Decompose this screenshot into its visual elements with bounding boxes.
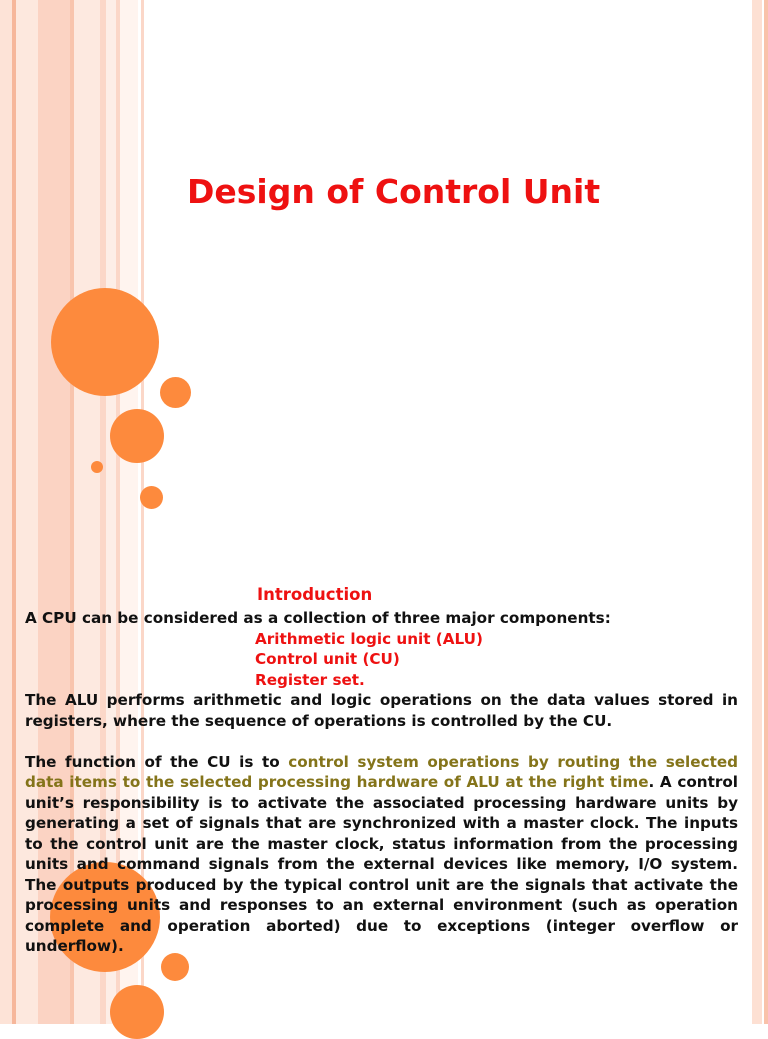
right-stripe-2 [764, 0, 768, 1024]
small-circle-2 [140, 486, 163, 509]
paragraph-lead: The function of the CU is to [25, 752, 289, 771]
left-stripe-1 [0, 0, 12, 1024]
tiny-circle [91, 461, 103, 473]
large-circle [51, 288, 159, 396]
component-register-set: Register set. [255, 670, 365, 689]
slide-content [25, 584, 738, 957]
section-heading: Introduction [257, 585, 373, 604]
paragraph-cu-function [25, 752, 738, 957]
paragraph-alu: The ALU performs arithmetic and logic operations on the data values stored in registers, where the sequence of operations is controlled by the CU. [25, 691, 738, 730]
intro-line: A CPU can be considered as a collection of three major components: [25, 609, 611, 627]
small-circle-1 [160, 377, 191, 408]
paragraph-highlight: control system operations by routing the selected data items to the selected processing hardware of ALU at the right time [25, 752, 738, 791]
bottom-circle-medium [110, 985, 164, 1039]
bottom-circle-small-1 [161, 953, 189, 981]
paragraph-spacer [25, 731, 738, 752]
medium-circle [110, 409, 164, 463]
component-cu: Control unit (CU) [255, 650, 400, 668]
slide-title: Design of Control Unit [187, 172, 601, 211]
right-stripe-1 [752, 0, 762, 1024]
component-alu: Arithmetic logic unit (ALU) [255, 629, 483, 648]
paragraph-rest: . A control unit’s responsibility is to activate the associated processing hardware units by generating a set of signals that are synchronized with a master clock. The inputs to the control unit are the master clock, status information from the processing units and command signals from the external devices like memory, I/O system. The outputs produced by the typical control unit are the signals that activate the processing units and responses to an external environment (such as operation complete and operation aborted) due to exceptions (integer overflow or underflow). [25, 773, 738, 955]
